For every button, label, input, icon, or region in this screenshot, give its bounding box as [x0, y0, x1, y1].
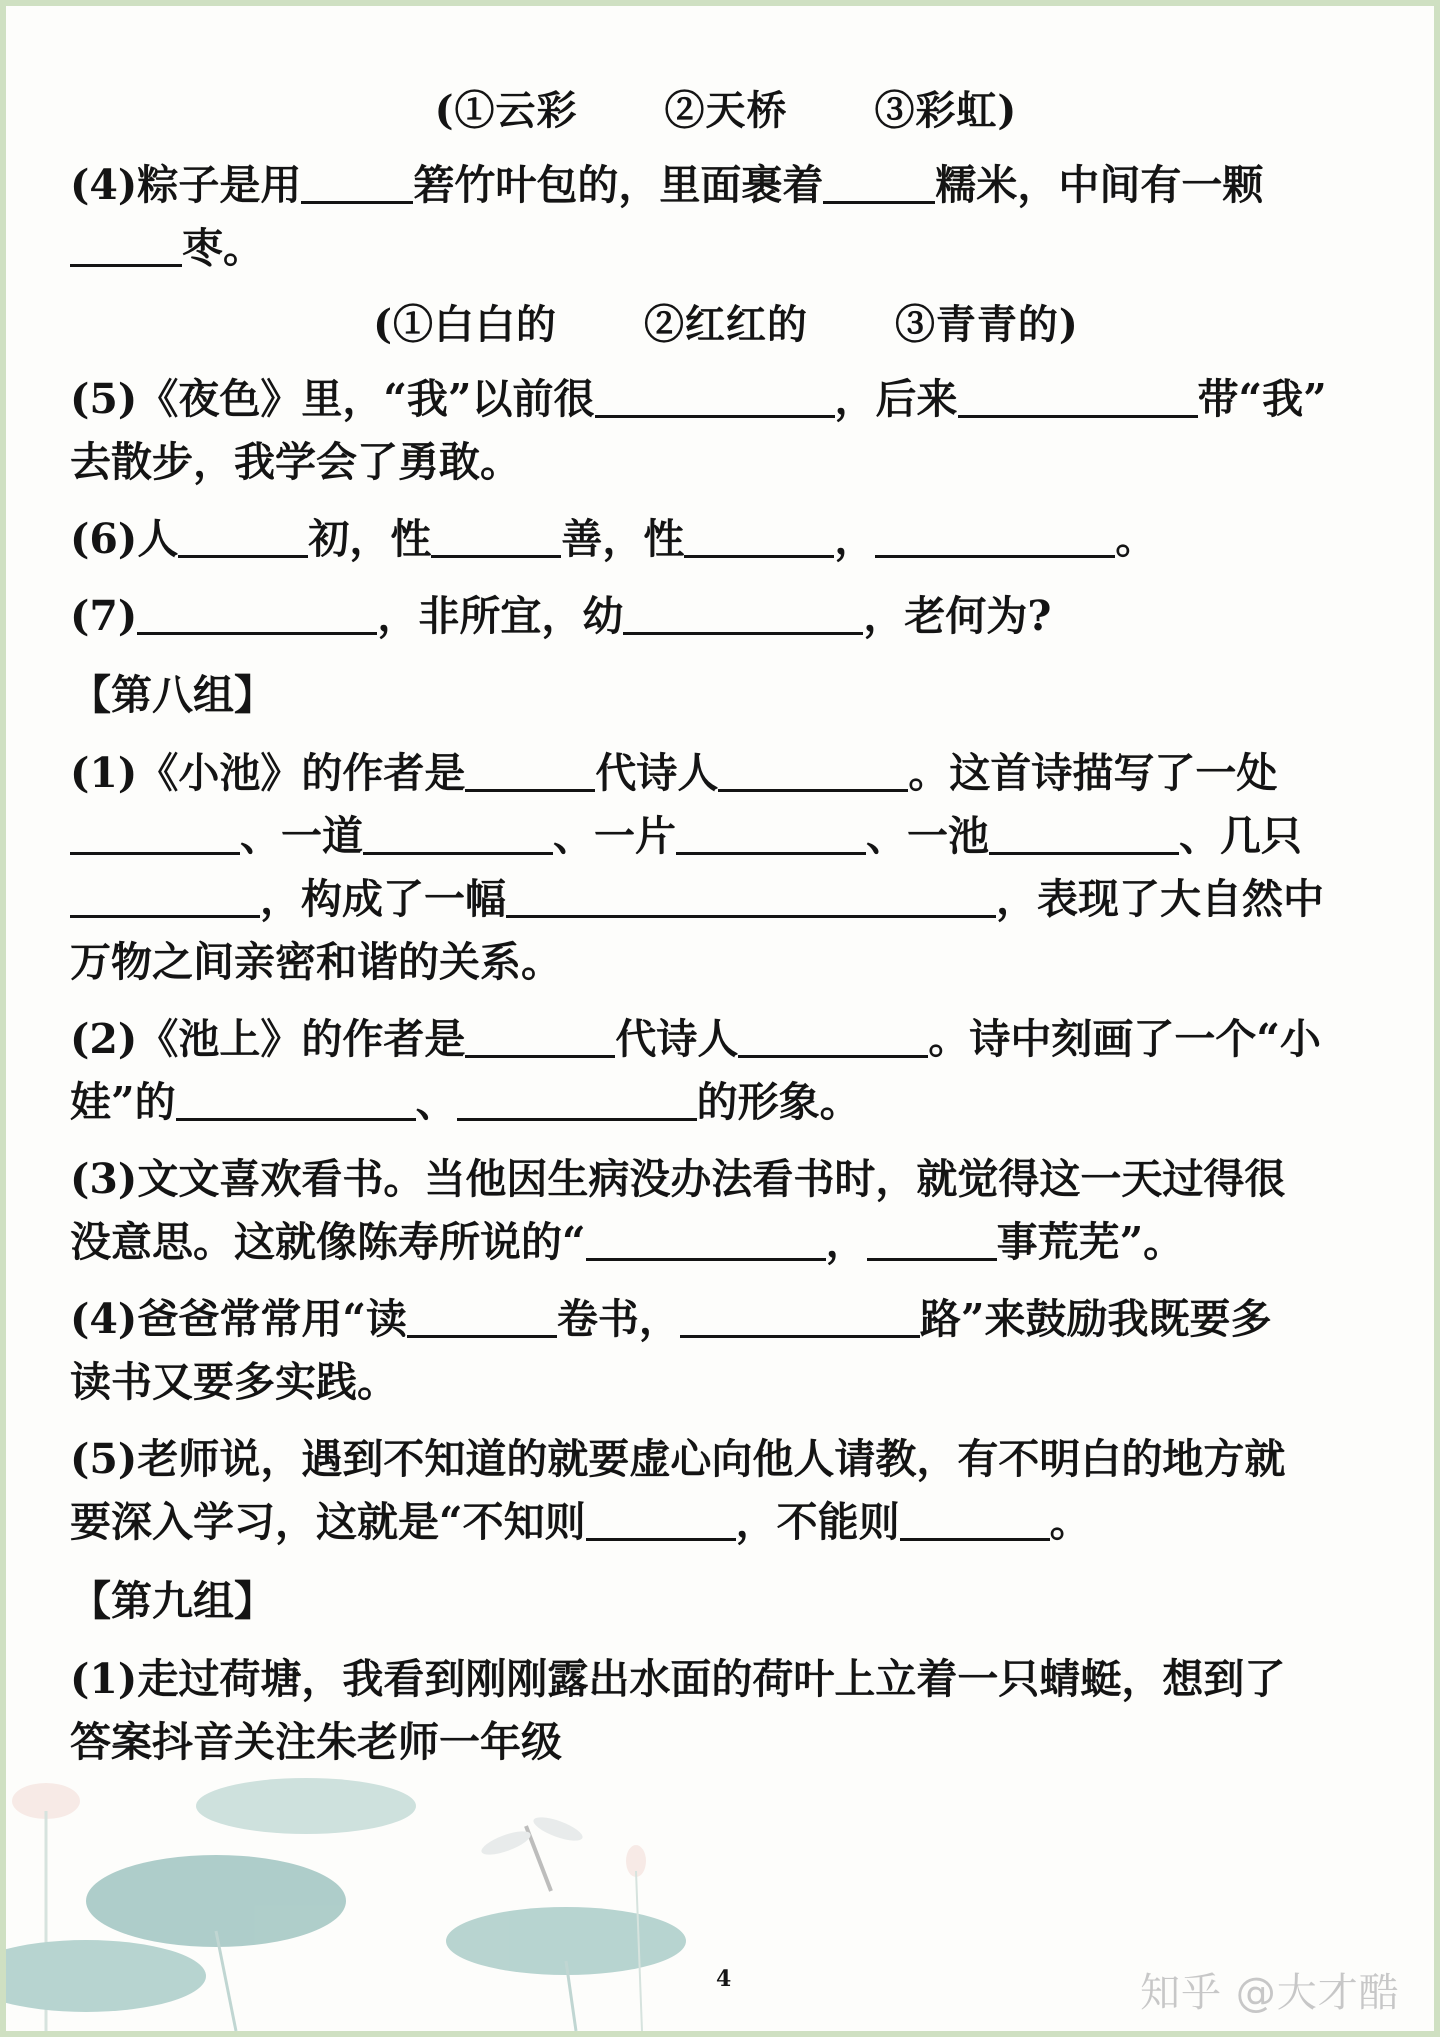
dragonfly-icon — [479, 1813, 585, 1891]
group-8-question-2 — [70, 1008, 1382, 1134]
question-text: 读书又要多实践。 — [70, 1358, 398, 1406]
answer-blank[interactable] — [70, 223, 182, 267]
answer-blank[interactable] — [989, 811, 1179, 855]
answer-blank[interactable] — [823, 160, 935, 204]
question-text: (7) — [70, 592, 138, 640]
question-text: 没意思。这就像陈寿所说的“ — [70, 1218, 586, 1266]
question-text: 卷书， — [556, 1295, 680, 1343]
option: (①白白的 — [373, 301, 558, 348]
question-text: 、一道 — [240, 812, 363, 860]
lotus-pond-decoration — [6, 1731, 866, 2031]
question-text: 初，性 — [308, 515, 432, 563]
answer-blank[interactable] — [586, 1497, 736, 1541]
question-text: (6)人 — [70, 515, 179, 563]
question-text: ，构成了一幅 — [260, 875, 506, 923]
answer-blank[interactable] — [70, 811, 240, 855]
question-text: 善，性 — [561, 515, 685, 563]
question-text: 、 — [415, 1078, 457, 1126]
question-text: (1)走过荷塘，我看到刚刚露出水面的荷叶上立着一只蜻蜓，想到了 — [70, 1655, 1286, 1703]
answer-blank[interactable] — [595, 374, 835, 418]
answer-blank[interactable] — [506, 874, 996, 918]
options-row-5 — [70, 294, 1382, 356]
answer-blank[interactable] — [680, 1294, 920, 1338]
question-text: ， — [834, 515, 876, 563]
option: (①云彩 — [434, 87, 578, 134]
question-text: (4)爸爸常常用“读 — [70, 1295, 407, 1343]
question-6 — [70, 508, 1382, 571]
question-7 — [70, 585, 1382, 648]
question-text: 。这首诗描写了一处 — [908, 749, 1278, 797]
answer-blank[interactable] — [137, 591, 377, 635]
question-4 — [70, 154, 1382, 280]
question-text: 答案抖音关注朱老师一年级 — [70, 1718, 562, 1766]
question-text: ，不能则 — [735, 1498, 900, 1546]
answer-blank[interactable] — [457, 1077, 697, 1121]
question-text: 代诗人 — [595, 749, 719, 797]
option: ③彩虹) — [874, 87, 1018, 134]
answer-blank[interactable] — [465, 1014, 615, 1058]
answer-blank[interactable] — [363, 811, 553, 855]
question-text: 、一片 — [553, 812, 676, 860]
answer-blank[interactable] — [407, 1294, 557, 1338]
question-text: ，表现了大自然中 — [996, 875, 1324, 923]
options-row-4 — [70, 80, 1382, 142]
question-text: 、几只 — [1179, 812, 1302, 860]
answer-blank[interactable] — [70, 874, 260, 918]
group-8-question-4 — [70, 1288, 1382, 1414]
group-8-question-5 — [70, 1428, 1382, 1554]
lotus-leaf — [6, 1940, 206, 2012]
group-8-heading: 【第八组】 — [70, 671, 275, 719]
lotus-leaf — [196, 1778, 416, 1834]
option: ②天桥 — [664, 87, 788, 134]
question-text: (4)粽子是用 — [70, 161, 302, 209]
question-text: 。诗中刻画了一个“小 — [928, 1015, 1321, 1063]
question-text: 要深入学习，这就是“不知则 — [70, 1498, 586, 1546]
question-text: 代诗人 — [615, 1015, 739, 1063]
watermark: 知乎 @大才酷 — [1140, 1970, 1400, 2016]
question-text: 万物之间亲密和谐的关系。 — [70, 938, 562, 986]
option: ②红红的 — [644, 301, 808, 348]
answer-blank[interactable] — [718, 748, 908, 792]
answer-blank[interactable] — [465, 748, 595, 792]
answer-blank[interactable] — [623, 591, 863, 635]
question-text: ， — [825, 1218, 867, 1266]
answer-blank[interactable] — [875, 514, 1115, 558]
question-text: (2)《池上》的作者是 — [70, 1015, 466, 1063]
group-8-question-3 — [70, 1148, 1382, 1274]
question-text: 事荒芜”。 — [996, 1218, 1185, 1266]
answer-blank[interactable] — [958, 374, 1198, 418]
option: ③青青的) — [894, 301, 1079, 348]
answer-blank[interactable] — [684, 514, 834, 558]
question-text: 糯米，中间有一颗 — [935, 161, 1264, 209]
question-text: 箬竹叶包的，里面裹着 — [413, 161, 824, 209]
worksheet-content — [70, 76, 1382, 1788]
question-text: ，老何为? — [863, 592, 1052, 640]
group-9-heading: 【第九组】 — [70, 1577, 275, 1625]
answer-blank[interactable] — [178, 514, 308, 558]
question-text: (1)《小池》的作者是 — [70, 749, 466, 797]
question-text: 的形象。 — [696, 1078, 861, 1126]
question-text: 。 — [1049, 1498, 1091, 1546]
answer-blank[interactable] — [676, 811, 866, 855]
group-8-question-1 — [70, 742, 1382, 994]
question-text: (5)老师说，遇到不知道的就要虚心向他人请教，有不明白的地方就 — [70, 1435, 1286, 1483]
answer-blank[interactable] — [431, 514, 561, 558]
question-5 — [70, 368, 1382, 494]
question-text: 、一池 — [866, 812, 989, 860]
answer-blank[interactable] — [900, 1497, 1050, 1541]
question-text: ，后来 — [834, 375, 958, 423]
question-text: (5)《夜色》里，“我”以前很 — [70, 375, 595, 423]
answer-blank[interactable] — [176, 1077, 416, 1121]
question-text: 枣。 — [182, 224, 264, 272]
answer-blank[interactable] — [301, 160, 413, 204]
answer-blank[interactable] — [738, 1014, 928, 1058]
question-text: 带“我” — [1197, 375, 1327, 423]
question-text: 路”来鼓励我既要多 — [919, 1295, 1272, 1343]
answer-blank[interactable] — [586, 1217, 826, 1261]
question-text: ，非所宜，幼 — [377, 592, 624, 640]
question-text: (3)文文喜欢看书。当他因生病没办法看书时，就觉得这一天过得很 — [70, 1155, 1286, 1203]
question-text: 去散步，我学会了勇敢。 — [70, 438, 521, 486]
question-text: 娃”的 — [70, 1078, 176, 1126]
question-text: 。 — [1115, 515, 1157, 563]
answer-blank[interactable] — [867, 1217, 997, 1261]
page-number: 4 — [716, 1966, 732, 1992]
